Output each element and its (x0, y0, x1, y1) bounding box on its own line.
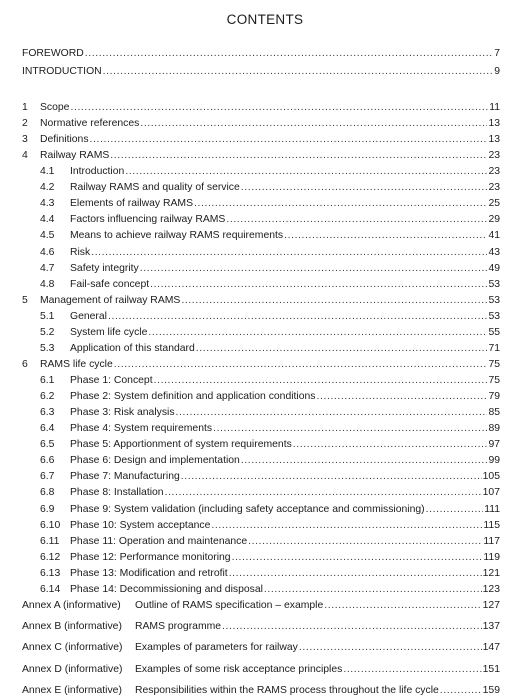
page-number: 11 (489, 102, 500, 113)
page-number: 13 (488, 134, 500, 146)
entry-label: Elements of railway RAMS (70, 198, 193, 210)
entry-label: Examples of parameters for railway (135, 642, 298, 654)
entry-label: General (70, 310, 107, 322)
entry-label: Risk (70, 246, 91, 258)
clause-number: 4.6 (40, 246, 55, 258)
annex-designation: Annex A (informative) (22, 600, 121, 611)
toc-clause[interactable] (22, 116, 500, 132)
leader-dots (140, 261, 488, 277)
toc-subclause[interactable] (40, 389, 500, 405)
entry-label: Railway RAMS and quality of service (70, 182, 240, 194)
entry-label: Means to achieve railway RAMS requirements (70, 230, 284, 242)
leader-dots (264, 582, 482, 598)
entry-label: Phase 8: Installation (70, 487, 164, 499)
leader-dots (140, 116, 487, 132)
clause-number: 2 (22, 118, 28, 130)
toc-annex[interactable] (22, 662, 500, 678)
clause-number: 6.1 (40, 375, 55, 387)
entry-label: RAMS programme (135, 621, 222, 633)
toc-clause[interactable] (22, 148, 500, 164)
entry-label: Phase 6: Design and implementation (70, 455, 240, 467)
toc-annex[interactable] (22, 683, 500, 699)
toc-subclause[interactable] (40, 469, 500, 485)
clause-number: 5.3 (40, 342, 55, 354)
clause-number: 6.12 (40, 551, 61, 563)
leader-dots (222, 619, 482, 635)
leader-dots (232, 550, 483, 566)
clause-number: 6.11 (40, 535, 60, 547)
clause-number: 4.2 (40, 182, 55, 194)
toc-clause[interactable] (22, 132, 500, 148)
leader-dots (110, 148, 487, 164)
entry-label: Phase 10: System acceptance (70, 519, 211, 531)
clause-number: 4.1 (40, 166, 55, 178)
leader-dots (440, 683, 482, 699)
clause-number: 6.6 (40, 455, 55, 467)
entry-label: Scope (40, 102, 70, 113)
entry-label: Examples of some risk acceptance principles (135, 663, 343, 675)
page-number: 111 (484, 503, 500, 515)
leader-dots (103, 64, 494, 80)
clause-number: 6.14 (40, 583, 61, 595)
page-number: 119 (483, 551, 500, 563)
leader-dots (194, 196, 487, 212)
entry-label: Introduction (70, 166, 125, 178)
entry-label: Normative references (40, 118, 140, 130)
toc-clause[interactable] (22, 357, 500, 373)
page-number: 53 (488, 294, 500, 306)
clause-number: 4.3 (40, 198, 55, 210)
leader-dots (148, 325, 487, 341)
leader-dots (108, 309, 487, 325)
clause-number: 5 (22, 294, 28, 306)
toc-subclause[interactable] (40, 582, 500, 598)
entry-label: Phase 5: Apportionment of system requirements (70, 439, 292, 451)
clause-number: 4.5 (40, 230, 55, 242)
toc-clause[interactable] (22, 293, 500, 309)
leader-dots (165, 485, 482, 501)
entry-label: Phase 9: System validation (including safety acceptance and commissioning) (70, 503, 425, 515)
toc-subclause[interactable] (40, 261, 500, 277)
leader-dots (284, 228, 487, 244)
page-number: 137 (482, 621, 500, 633)
entry-label: Phase 7: Manufacturing (70, 471, 180, 483)
entry-label: Phase 1: Concept (70, 375, 153, 387)
entry-label: Phase 3: Risk analysis (70, 407, 175, 419)
entry-label: Phase 13: Modification and retrofit (70, 567, 228, 579)
annex-designation: Annex E (informative) (22, 684, 122, 696)
clause-number: 4.4 (40, 214, 55, 226)
toc-subclause[interactable] (40, 212, 500, 228)
leader-dots (125, 164, 487, 180)
page-number: 75 (488, 358, 500, 370)
entry-label: Phase 4: System requirements (70, 423, 213, 435)
page-number: 25 (488, 198, 500, 210)
leader-dots (181, 293, 487, 309)
page-number: 55 (488, 326, 500, 338)
page-number: 117 (483, 535, 500, 547)
entry-label: System life cycle (70, 326, 148, 338)
clause-number: 1 (22, 102, 28, 113)
page-number: 121 (482, 567, 500, 579)
entry-label: Outline of RAMS specification – example (135, 600, 324, 611)
toc-subclause[interactable] (40, 485, 500, 501)
toc-subclause[interactable] (40, 437, 500, 453)
entry-label: Railway RAMS (40, 150, 110, 162)
leader-dots (343, 662, 481, 678)
entry-label: Responsibilities within the RAMS process throughout the life cycle (135, 684, 439, 696)
leader-dots (114, 357, 488, 373)
toc-subclause[interactable] (40, 228, 500, 244)
page-number: 123 (482, 583, 500, 595)
clause-number: 4.8 (40, 278, 55, 290)
toc-subclause[interactable] (40, 325, 500, 341)
page-number: 29 (488, 214, 500, 226)
page-number: 147 (482, 642, 500, 654)
page-number: 127 (482, 600, 500, 611)
entry-label: Definitions (40, 134, 89, 146)
entry-label: Phase 14: Decommissioning and disposal (70, 583, 263, 595)
toc-subclause[interactable] (40, 566, 500, 582)
page-number: 23 (488, 182, 500, 194)
page-number: 159 (482, 684, 500, 696)
leader-dots (299, 640, 482, 656)
toc-subclause[interactable] (40, 518, 500, 534)
clause-number: 6.8 (40, 487, 55, 499)
annex-designation: Annex D (informative) (22, 663, 123, 675)
leader-dots (70, 100, 488, 116)
entry-label: Phase 2: System definition and application conditions (70, 391, 316, 403)
clause-number: 4.7 (40, 262, 55, 274)
entry-label: Application of this standard (70, 342, 195, 354)
leader-dots (90, 132, 488, 148)
page-number: 107 (482, 487, 500, 499)
clause-number: 6 (22, 358, 28, 370)
leader-dots (241, 180, 488, 196)
leader-dots (426, 502, 484, 518)
clause-number: 4 (22, 150, 28, 162)
page-number: 41 (488, 230, 500, 242)
leader-dots (85, 46, 493, 62)
clause-number: 3 (22, 134, 28, 146)
page-number: 89 (488, 423, 500, 435)
toc-front-entry[interactable] (22, 46, 500, 62)
leader-dots (226, 212, 487, 228)
page-number: 115 (483, 519, 500, 531)
page-number: 99 (488, 455, 500, 467)
page-number: 75 (488, 375, 500, 387)
annex-designation: Annex B (informative) (22, 621, 122, 633)
clause-number: 6.5 (40, 439, 55, 451)
toc-subclause[interactable] (40, 180, 500, 196)
clause-number: 6.10 (40, 519, 61, 531)
clause-number: 6.4 (40, 423, 55, 435)
page-title: CONTENTS (226, 12, 304, 27)
page-number: 43 (488, 246, 500, 258)
leader-dots (213, 421, 487, 437)
toc-subclause[interactable] (40, 309, 500, 325)
page-number: 23 (488, 166, 500, 178)
toc-annex[interactable] (22, 598, 500, 614)
toc-subclause[interactable] (40, 405, 500, 421)
toc-subclause[interactable] (40, 534, 500, 550)
page-number: 85 (488, 407, 500, 419)
leader-dots (154, 373, 488, 389)
page-number: 13 (488, 118, 500, 130)
leader-dots (317, 389, 488, 405)
page-number: 23 (488, 150, 500, 162)
leader-dots (196, 341, 488, 357)
page-number: 71 (488, 342, 500, 354)
leader-dots (229, 566, 482, 582)
annex-designation: Annex C (informative) (22, 642, 123, 654)
entry-label: Factors influencing railway RAMS (70, 214, 226, 226)
page-number: 97 (488, 439, 500, 451)
page-number: 49 (488, 262, 500, 274)
page-number: 53 (488, 310, 500, 322)
leader-dots (91, 245, 487, 261)
clause-number: 6.9 (40, 503, 55, 515)
toc-subclause[interactable] (40, 341, 500, 357)
entry-label: Management of railway RAMS (40, 294, 181, 306)
leader-dots (324, 598, 481, 614)
page-number: 151 (482, 663, 500, 675)
leader-dots (241, 453, 488, 469)
toc-subclause[interactable] (40, 373, 500, 389)
page-number: 79 (488, 391, 500, 403)
toc-subclause[interactable] (40, 502, 500, 518)
toc-subclause[interactable] (40, 164, 500, 180)
page-number: 9 (494, 66, 500, 77)
clause-number: 6.7 (40, 471, 55, 483)
entry-label: Fail-safe concept (70, 278, 150, 290)
clause-number: 6.13 (40, 567, 61, 579)
toc-annex[interactable] (22, 640, 500, 656)
toc-front-entry[interactable] (22, 64, 500, 80)
page-number: 53 (488, 278, 500, 290)
entry-label: INTRODUCTION (22, 66, 102, 77)
leader-dots (293, 437, 488, 453)
toc-subclause[interactable] (40, 245, 500, 261)
entry-label: RAMS life cycle (40, 358, 113, 370)
toc-annex[interactable] (22, 619, 500, 635)
entry-label: FOREWORD (22, 48, 84, 59)
toc-subclause[interactable] (40, 196, 500, 212)
clause-number: 5.2 (40, 326, 55, 338)
leader-dots (248, 534, 482, 550)
leader-dots (150, 277, 487, 293)
leader-dots (176, 405, 488, 421)
leader-dots (181, 469, 482, 485)
page-number: 7 (494, 48, 500, 59)
clause-number: 5.1 (40, 310, 55, 322)
toc-subclause[interactable] (40, 421, 500, 437)
entry-label: Safety integrity (70, 262, 139, 274)
toc-subclause[interactable] (40, 277, 500, 293)
toc-subclause[interactable] (40, 453, 500, 469)
leader-dots (211, 518, 482, 534)
clause-number: 6.3 (40, 407, 55, 419)
page-number: 105 (482, 471, 500, 483)
clause-number: 6.2 (40, 391, 55, 403)
toc-subclause[interactable] (40, 550, 500, 566)
entry-label: Phase 12: Performance monitoring (70, 551, 231, 563)
toc-clause[interactable] (22, 100, 500, 116)
entry-label: Phase 11: Operation and maintenance (70, 535, 248, 547)
